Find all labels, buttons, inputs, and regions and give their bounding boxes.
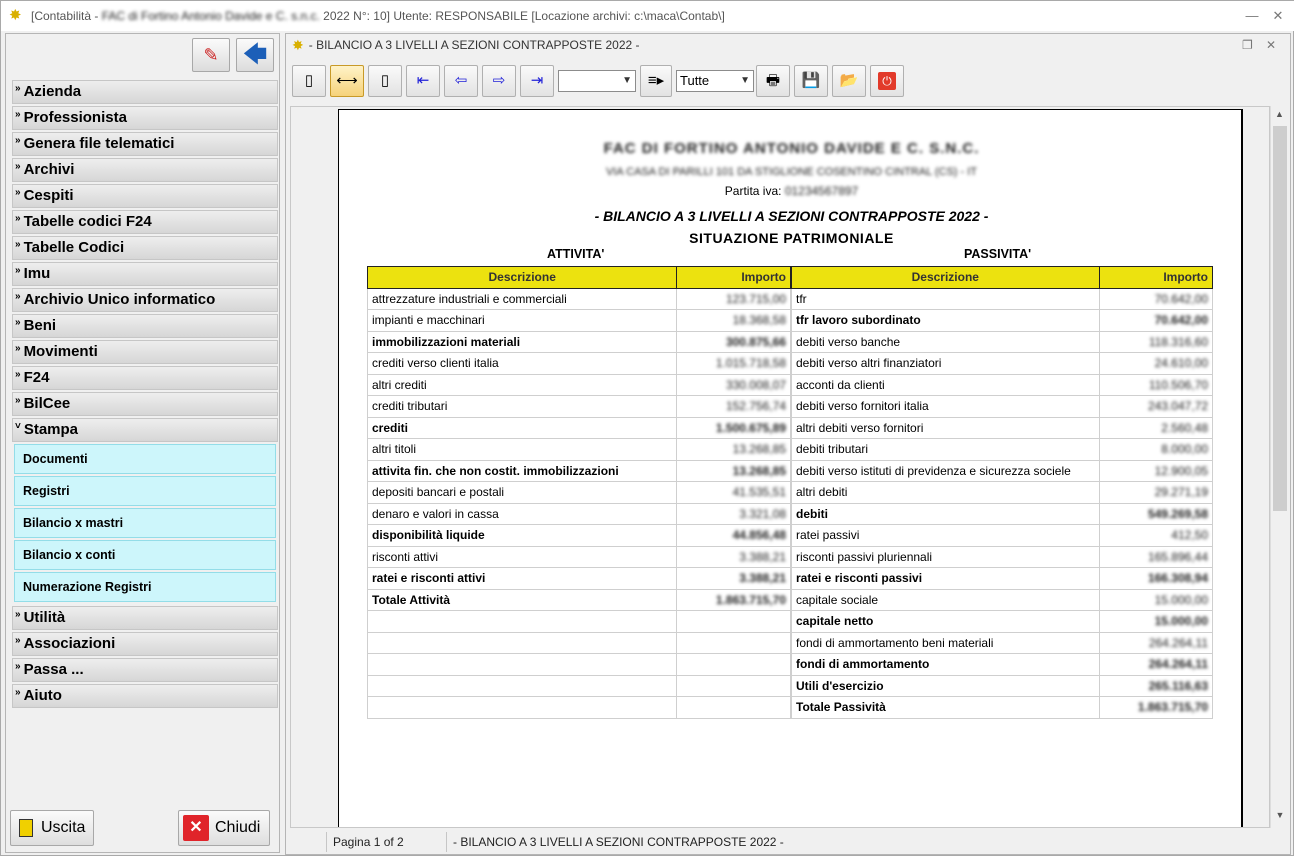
chevron-right-icon: » <box>15 265 21 276</box>
asset-desc-cell: attivita fin. che non costit. immobilizzazioni <box>368 460 677 482</box>
back-button[interactable] <box>236 38 274 72</box>
liability-amount-cell <box>1099 654 1212 676</box>
liability-desc-cell: ratei passivi <box>792 525 1100 547</box>
chevron-down-icon: ˅ <box>15 421 21 432</box>
menu-item-professionista[interactable] <box>12 106 278 130</box>
menu-item-label: BilCee <box>23 395 71 412</box>
full-page-icon: ▯ <box>380 72 390 89</box>
menu-item-label: Aiuto <box>23 687 62 704</box>
brush-button[interactable] <box>192 38 230 72</box>
assets-heading: ATTIVITA' <box>547 247 605 261</box>
exit-icon <box>19 819 33 837</box>
liability-desc-cell: fondi di ammortamento <box>792 654 1100 676</box>
asset-row <box>368 396 791 418</box>
asset-amount-cell <box>677 482 791 504</box>
liability-desc-cell: Totale Passività <box>792 697 1100 719</box>
menu-item-label: Associazioni <box>23 635 116 652</box>
first-page-button[interactable] <box>406 65 440 97</box>
menu-item-tabelle-codici[interactable] <box>12 236 278 260</box>
go-to-page-button[interactable] <box>640 65 672 97</box>
menu-item-label: Cespiti <box>23 187 74 204</box>
liability-row <box>792 589 1213 611</box>
next-page-button[interactable] <box>482 65 516 97</box>
liability-row <box>792 546 1213 568</box>
filter-combo[interactable]: Tutte ▼ <box>676 70 754 92</box>
close-label: Chiudi <box>215 819 261 836</box>
assets-col-desc: Descrizione <box>368 267 677 289</box>
liability-desc-cell: capitale netto <box>792 611 1100 633</box>
asset-desc-cell: impianti e macchinari <box>368 310 677 332</box>
asset-desc-cell: altri crediti <box>368 374 677 396</box>
liability-row <box>792 310 1213 332</box>
save-button[interactable] <box>794 65 828 97</box>
liability-desc-cell: fondi di ammortamento beni materiali <box>792 632 1100 654</box>
menu-item-genera-file-telematici[interactable] <box>12 132 278 156</box>
last-page-icon: ⇥ <box>530 72 544 89</box>
asset-amount-cell <box>677 353 791 375</box>
liability-row <box>792 503 1213 525</box>
liability-desc-cell: acconti da clienti <box>792 374 1100 396</box>
asset-desc-cell <box>368 632 677 654</box>
chevron-right-icon: » <box>15 291 21 302</box>
asset-desc-cell: risconti attivi <box>368 546 677 568</box>
asset-amount-cell <box>677 568 791 590</box>
menu-item-label: Tabelle Codici <box>23 239 125 256</box>
liability-row <box>792 353 1213 375</box>
menu-item-imu[interactable] <box>12 262 278 286</box>
vat-line: Partita iva: 01234567897 <box>724 184 859 198</box>
report-preview <box>290 106 1270 828</box>
asset-row <box>368 697 791 719</box>
liability-desc-cell: tfr <box>792 288 1100 310</box>
liability-amount-value: 24.610,00 <box>1154 356 1208 371</box>
chevron-down-icon: ▼ <box>622 75 632 86</box>
chevron-right-icon: » <box>15 343 21 354</box>
fit-width-icon: ⟷ <box>336 72 358 89</box>
liability-amount-value: 12.900,05 <box>1154 463 1208 478</box>
asset-desc-cell <box>368 697 677 719</box>
zoom-combo[interactable] <box>558 70 636 92</box>
chevron-right-icon: » <box>15 239 21 250</box>
menu-item-movimenti[interactable] <box>12 340 278 364</box>
asset-row <box>368 288 791 310</box>
open-button[interactable] <box>832 65 866 97</box>
liability-amount-value: 412,50 <box>1171 528 1208 543</box>
menu-item-label: Passa ... <box>23 661 84 678</box>
chevron-right-icon: » <box>15 135 21 146</box>
liability-desc-cell: debiti tributari <box>792 439 1100 461</box>
status-bar <box>290 832 1288 852</box>
navigation-panel <box>5 33 280 853</box>
printer-icon: 🖶 <box>765 72 781 89</box>
stop-button[interactable] <box>870 65 904 97</box>
go-to-page-icon: ≡▸ <box>647 72 665 89</box>
status-title: - BILANCIO A 3 LIVELLI A SEZIONI CONTRAPPOSTE 2022 - <box>446 832 1046 852</box>
page-indicator: Pagina 1 of 2 <box>326 832 446 852</box>
asset-amount-value: 330.008,07 <box>725 377 786 392</box>
report-title: - BILANCIO A 3 LIVELLI A SEZIONI CONTRAPPOSTE 2022 - <box>594 208 989 224</box>
asset-amount-value: 152.756,74 <box>725 399 786 414</box>
liability-amount-cell <box>1099 697 1212 719</box>
asset-amount-value: 3.321,08 <box>739 506 786 521</box>
menu-item-label: Professionista <box>23 109 127 126</box>
liability-row <box>792 697 1213 719</box>
chevron-right-icon: » <box>15 609 21 620</box>
previous-page-button[interactable] <box>444 65 478 97</box>
liability-amount-value: 549.269,58 <box>1147 506 1208 521</box>
asset-amount-value: 3.388,21 <box>739 549 786 564</box>
folder-open-icon: 📂 <box>839 72 859 89</box>
submenu-item-documenti[interactable]: Documenti <box>14 444 276 474</box>
app-icon: ✸ <box>9 7 22 24</box>
menu-item-stampa[interactable] <box>12 418 278 442</box>
liability-desc-cell: debiti verso altri finanziatori <box>792 353 1100 375</box>
menu-item-label: Tabelle codici F24 <box>23 213 152 230</box>
liability-row <box>792 396 1213 418</box>
liability-amount-cell <box>1099 482 1212 504</box>
asset-amount-value: 41.535,51 <box>732 485 786 500</box>
liability-desc-cell: altri debiti verso fornitori <box>792 417 1100 439</box>
asset-amount-value: 18.368,58 <box>732 313 786 328</box>
liability-amount-value: 265.116,63 <box>1148 678 1208 693</box>
liability-desc-cell: tfr lavoro subordinato <box>792 310 1100 332</box>
asset-row <box>368 374 791 396</box>
liability-row <box>792 374 1213 396</box>
liability-row <box>792 632 1213 654</box>
liability-amount-value: 166.308,94 <box>1147 571 1208 586</box>
menu-item-label: Imu <box>23 265 51 282</box>
asset-desc-cell: crediti <box>368 417 677 439</box>
asset-desc-cell: altri titoli <box>368 439 677 461</box>
asset-amount-value: 123.715,00 <box>725 291 786 306</box>
liability-row <box>792 568 1213 590</box>
asset-amount-cell <box>677 417 791 439</box>
liability-amount-cell <box>1099 417 1212 439</box>
menu-item-passa[interactable] <box>12 658 278 682</box>
scroll-down-icon[interactable]: ▼ <box>1275 810 1285 820</box>
submenu-item-bilancio-x-conti[interactable]: Bilancio x conti <box>14 540 276 570</box>
menu-item-label: Genera file telematici <box>23 135 175 152</box>
asset-desc-cell <box>368 654 677 676</box>
asset-amount-cell <box>677 611 791 633</box>
asset-row <box>368 675 791 697</box>
company-name: FAC DI FORTINO ANTONIO DAVIDE E C. S.N.C. <box>603 140 980 157</box>
close-x-icon: ✕ <box>183 815 209 841</box>
asset-amount-cell <box>677 546 791 568</box>
liability-row <box>792 288 1213 310</box>
menu-item-archivio-unico-informatico[interactable] <box>12 288 278 312</box>
asset-amount-value: 13.268,85 <box>732 463 786 478</box>
window-title: [Contabilità - FAC di Fortino Antonio Davide e C. s.n.c. 2022 N°: 10] Utente: RESPONSABILE [Locazione archivi: c:\maca\Contab\] <box>31 9 725 23</box>
single-page-icon: ▯ <box>304 72 314 89</box>
liability-amount-value: 70.642,00 <box>1154 313 1208 328</box>
menu-item-bilcee[interactable] <box>12 392 278 416</box>
close-button[interactable] <box>178 810 270 846</box>
liability-row <box>792 611 1213 633</box>
asset-amount-cell <box>677 374 791 396</box>
report-toolbar <box>290 64 1288 100</box>
chevron-right-icon: » <box>15 317 21 328</box>
save-icon: 💾 <box>801 72 821 89</box>
liability-amount-cell <box>1099 460 1212 482</box>
report-page <box>338 109 1243 828</box>
brush-icon: ✎ <box>203 45 219 65</box>
vertical-scrollbar[interactable] <box>1270 106 1288 828</box>
asset-desc-cell <box>368 675 677 697</box>
liability-amount-value: 15.000,00 <box>1154 592 1208 607</box>
liability-desc-cell: debiti verso istituti di previdenza e sicurezza sociele <box>792 460 1100 482</box>
print-button[interactable] <box>756 65 790 97</box>
full-page-button[interactable] <box>368 65 402 97</box>
menu-item-tabelle-codici-f24[interactable] <box>12 210 278 234</box>
menu-item-label: Archivi <box>23 161 75 178</box>
liability-desc-cell: Utili d'esercizio <box>792 675 1100 697</box>
liability-amount-cell <box>1099 568 1212 590</box>
report-window-icon: ✸ <box>292 36 304 53</box>
chevron-right-icon: » <box>15 687 21 698</box>
child-close-icon[interactable]: ✕ <box>1266 38 1277 52</box>
asset-row <box>368 482 791 504</box>
menu-item-label: F24 <box>23 369 50 386</box>
asset-desc-cell: Totale Attività <box>368 589 677 611</box>
submenu-item-bilancio-x-mastri[interactable]: Bilancio x mastri <box>14 508 276 538</box>
submenu-item-numerazione-registri[interactable]: Numerazione Registri <box>14 572 276 602</box>
asset-amount-value: 44.856,48 <box>732 528 786 543</box>
liability-amount-value: 1.863.715,70 <box>1137 700 1208 715</box>
liability-row <box>792 525 1213 547</box>
menu-item-archivi[interactable] <box>12 158 278 182</box>
scrollbar-thumb[interactable] <box>1273 126 1287 511</box>
asset-row <box>368 439 791 461</box>
chevron-down-icon: ▼ <box>740 75 750 86</box>
asset-amount-cell <box>677 675 791 697</box>
next-page-icon: ⇨ <box>492 72 506 89</box>
liability-amount-cell <box>1099 439 1212 461</box>
menu-item-utilit[interactable] <box>12 606 278 630</box>
asset-row <box>368 460 791 482</box>
asset-amount-cell <box>677 288 791 310</box>
liability-amount-cell <box>1099 632 1212 654</box>
asset-amount-cell <box>677 331 791 353</box>
liability-row <box>792 654 1213 676</box>
chevron-right-icon: » <box>15 83 21 94</box>
asset-amount-cell <box>677 396 791 418</box>
liabilities-col-amount: Importo <box>1099 267 1212 289</box>
asset-row <box>368 353 791 375</box>
assets-header-row <box>368 267 791 289</box>
asset-amount-value: 300.875,66 <box>725 334 786 349</box>
previous-page-icon: ⇦ <box>454 72 468 89</box>
liability-desc-cell: debiti verso fornitori italia <box>792 396 1100 418</box>
assets-table <box>367 266 791 719</box>
menu-item-label: Beni <box>23 317 57 334</box>
liabilities-header-row <box>792 267 1213 289</box>
liabilities-col-desc: Descrizione <box>792 267 1100 289</box>
asset-amount-cell <box>677 439 791 461</box>
liability-amount-cell <box>1099 675 1212 697</box>
asset-row <box>368 546 791 568</box>
fit-width-button[interactable] <box>330 65 364 97</box>
liability-amount-value: 110.506,70 <box>1148 377 1208 392</box>
asset-amount-cell <box>677 654 791 676</box>
liability-amount-cell <box>1099 396 1212 418</box>
liability-desc-cell: altri debiti <box>792 482 1100 504</box>
chevron-right-icon: » <box>15 395 21 406</box>
asset-amount-cell <box>677 697 791 719</box>
liability-row <box>792 460 1213 482</box>
back-arrow-icon: 🡄 <box>242 41 268 68</box>
liability-amount-value: 70.642,00 <box>1154 291 1208 306</box>
asset-amount-cell <box>677 460 791 482</box>
asset-desc-cell: attrezzature industriali e commerciali <box>368 288 677 310</box>
report-window <box>285 33 1291 855</box>
asset-amount-value: 1.015.718,58 <box>715 356 786 371</box>
title-bar <box>1 1 1294 31</box>
exit-button[interactable] <box>10 810 94 846</box>
liability-amount-cell <box>1099 611 1212 633</box>
menu-item-label: Archivio Unico informatico <box>23 291 216 308</box>
asset-desc-cell: immobilizzazioni materiali <box>368 331 677 353</box>
liability-amount-value: 15.000,00 <box>1154 614 1208 629</box>
liability-amount-value: 243.047,72 <box>1147 399 1208 414</box>
report-window-title-bar <box>286 34 1290 56</box>
report-window-title: - BILANCIO A 3 LIVELLI A SEZIONI CONTRAPPOSTE 2022 - <box>308 38 640 52</box>
asset-amount-value: 1.863.715,70 <box>715 592 786 607</box>
chevron-right-icon: » <box>15 661 21 672</box>
liability-desc-cell: ratei e risconti passivi <box>792 568 1100 590</box>
asset-amount-cell <box>677 589 791 611</box>
liability-amount-cell <box>1099 331 1212 353</box>
liability-row <box>792 417 1213 439</box>
asset-desc-cell: crediti tributari <box>368 396 677 418</box>
asset-row <box>368 568 791 590</box>
asset-row <box>368 611 791 633</box>
liability-amount-cell <box>1099 353 1212 375</box>
liability-amount-cell <box>1099 546 1212 568</box>
asset-amount-value: 1.500.675,89 <box>715 420 786 435</box>
liability-amount-cell <box>1099 374 1212 396</box>
asset-row <box>368 503 791 525</box>
liability-row <box>792 439 1213 461</box>
scroll-up-icon[interactable]: ▲ <box>1275 109 1284 119</box>
company-address: VIA CASA DI PARILLI 101 DA STIGLIONE COSENTINO CINTRAL (CS) - IT <box>605 166 978 178</box>
chevron-right-icon: » <box>15 161 21 172</box>
chevron-right-icon: » <box>15 369 21 380</box>
asset-amount-value: 13.268,85 <box>732 442 786 457</box>
single-page-button[interactable] <box>292 65 326 97</box>
report-subtitle: SITUAZIONE PATRIMONIALE <box>689 230 894 246</box>
chevron-right-icon: » <box>15 187 21 198</box>
minimize-icon[interactable]: — <box>1245 8 1259 23</box>
main-menu <box>12 80 278 710</box>
assets-col-amount: Importo <box>677 267 791 289</box>
liability-amount-value: 118.316,60 <box>1148 334 1208 349</box>
menu-item-cespiti[interactable] <box>12 184 278 208</box>
asset-row <box>368 310 791 332</box>
chevron-right-icon: » <box>15 213 21 224</box>
menu-item-label: Azienda <box>23 83 82 100</box>
liabilities-heading: PASSIVITA' <box>964 247 1032 261</box>
menu-item-label: Movimenti <box>23 343 98 360</box>
asset-desc-cell: disponibilità liquide <box>368 525 677 547</box>
liability-row <box>792 331 1213 353</box>
chevron-right-icon: » <box>15 109 21 120</box>
menu-item-label: Stampa <box>23 421 79 438</box>
asset-desc-cell <box>368 611 677 633</box>
liability-desc-cell: debiti verso banche <box>792 331 1100 353</box>
asset-desc-cell: denaro e valori in cassa <box>368 503 677 525</box>
exit-label: Uscita <box>41 819 86 836</box>
liability-amount-value: 264.264,11 <box>1148 657 1208 672</box>
power-icon: ⏻ <box>878 72 896 90</box>
asset-amount-cell <box>677 525 791 547</box>
liability-amount-value: 165.896,44 <box>1147 549 1208 564</box>
liability-amount-cell <box>1099 525 1212 547</box>
liability-amount-value: 264.264,11 <box>1148 635 1208 650</box>
asset-amount-cell <box>677 310 791 332</box>
liability-amount-value: 29.271,19 <box>1154 485 1208 500</box>
liability-amount-cell <box>1099 288 1212 310</box>
close-icon[interactable]: ✕ <box>1272 8 1284 23</box>
asset-row <box>368 632 791 654</box>
liability-amount-cell <box>1099 503 1212 525</box>
last-page-button[interactable] <box>520 65 554 97</box>
liability-desc-cell: risconti passivi pluriennali <box>792 546 1100 568</box>
asset-row <box>368 589 791 611</box>
restore-icon[interactable]: ❐ <box>1242 38 1253 52</box>
asset-amount-value: 3.388,21 <box>739 571 786 586</box>
asset-row <box>368 331 791 353</box>
liability-amount-cell <box>1099 589 1212 611</box>
asset-row <box>368 525 791 547</box>
liability-desc-cell: debiti <box>792 503 1100 525</box>
asset-row <box>368 654 791 676</box>
asset-desc-cell: crediti verso clienti italia <box>368 353 677 375</box>
liability-amount-cell <box>1099 310 1212 332</box>
menu-item-f24[interactable] <box>12 366 278 390</box>
liabilities-table <box>791 266 1213 719</box>
menu-item-beni[interactable] <box>12 314 278 338</box>
menu-item-aiuto[interactable] <box>12 684 278 708</box>
first-page-icon: ⇤ <box>416 72 430 89</box>
menu-item-label: Utilità <box>23 609 66 626</box>
chevron-right-icon: » <box>15 635 21 646</box>
liability-row <box>792 675 1213 697</box>
submenu-item-registri[interactable]: Registri <box>14 476 276 506</box>
liability-desc-cell: capitale sociale <box>792 589 1100 611</box>
asset-desc-cell: ratei e risconti attivi <box>368 568 677 590</box>
liability-amount-value: 2.560,48 <box>1161 420 1208 435</box>
asset-row <box>368 417 791 439</box>
menu-item-azienda[interactable] <box>12 80 278 104</box>
asset-amount-cell <box>677 632 791 654</box>
liability-amount-value: 8.000,00 <box>1161 442 1208 457</box>
menu-item-associazioni[interactable] <box>12 632 278 656</box>
asset-amount-cell <box>677 503 791 525</box>
liability-row <box>792 482 1213 504</box>
asset-desc-cell: depositi bancari e postali <box>368 482 677 504</box>
